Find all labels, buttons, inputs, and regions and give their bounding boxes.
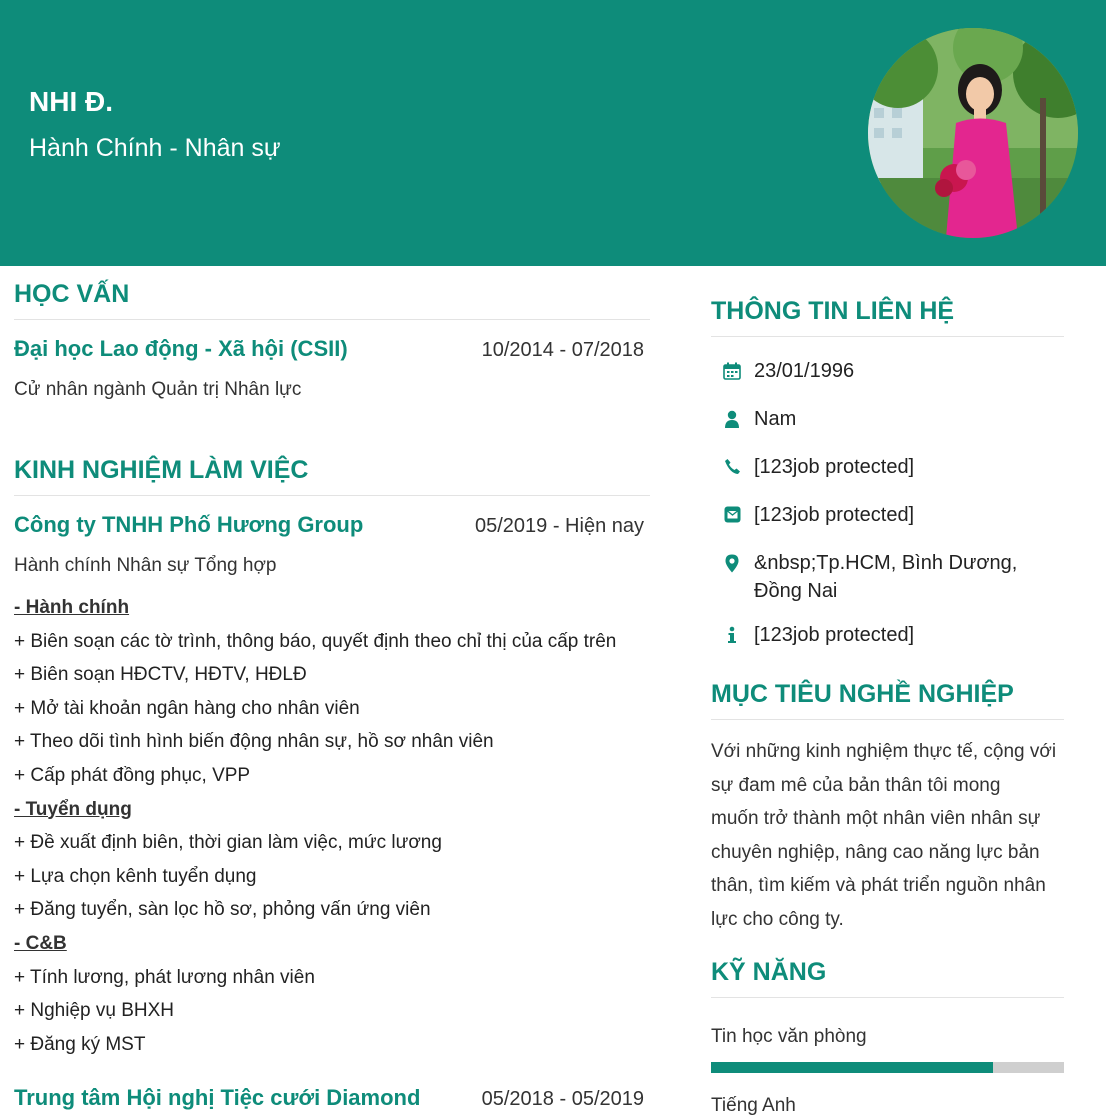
duty-heading: - C&B [14,932,67,954]
candidate-name: NHI Đ. [29,86,113,117]
duty-item: + Lựa chọn kênh tuyển dụng [14,865,257,887]
contact-heading: THÔNG TIN LIÊN HỆ [711,297,1064,337]
contact-section [711,297,1064,649]
duty-item: + Theo dõi tình hình biến động nhân sự, hồ sơ nhân viên [14,731,494,753]
objective-line: muốn trở thành một nhân viên nhân sự [711,808,1041,830]
job-period: 05/2019 - Hiện nay [474,515,644,537]
objective-section [711,680,1064,937]
objective-line: chuyên nghiệp, nâng cao năng lực bản [711,841,1040,863]
left-column [14,266,650,1111]
objective-line: sự đam mê của bản thân tôi mong [711,774,1001,796]
candidate-job-title: Hành Chính - Nhân sự [29,134,281,162]
degree: Cử nhân ngành Quản trị Nhân lực [14,379,302,400]
duty-item: + Đăng ký MST [14,1033,146,1055]
contact-address [711,549,1064,605]
job-period: 05/2018 - 05/2019 [481,1088,644,1111]
contact-info [711,621,1064,649]
info-icon [717,621,747,644]
contact-birthday [711,357,1064,385]
phone-icon [717,453,747,475]
duty-heading: - Hành chính [14,597,130,618]
address-value: &nbsp;Tp.HCM, Bình Dương, Đồng Nai [754,552,1018,602]
job-entry-header [14,512,650,538]
birthday-value: 23/01/1996 [754,360,855,382]
duty-item: + Đề xuất định biên, thời gian làm việc, mức lương [14,832,442,854]
contact-email [711,501,1064,529]
duty-item: + Cấp phát đồng phục, VPP [14,764,251,786]
duty-heading: - Tuyển dụng [14,798,132,820]
phone-value: [123job protected] [754,456,915,478]
objective-line: Với những kinh nghiệm thực tế, cộng với [711,741,1057,762]
contact-gender [711,405,1064,433]
skill-name: Tiếng Anh [711,1094,796,1116]
education-heading: HỌC VẤN [14,280,650,320]
map-marker-icon [717,549,747,573]
profile-photo [868,28,1078,238]
info-value: [123job protected] [754,624,915,646]
gender-value: Nam [754,408,797,430]
education-section [14,280,650,401]
calendar-icon [717,357,747,380]
objective-heading: MỤC TIÊU NGHỀ NGHIỆP [711,680,1064,720]
duty-item: + Mở tài khoản ngân hàng cho nhân viên [14,697,360,719]
job-entry-header [14,1085,650,1111]
duty-item: + Nghiệp vụ BHXH [14,1000,174,1022]
duty-item: + Biên soạn HĐCTV, HĐTV, HĐLĐ [14,664,307,686]
skills-section [711,958,1064,1117]
education-period: 10/2014 - 07/2018 [481,339,644,361]
company-name: Công ty TNHH Phố Hương Group [14,512,364,537]
duty-item: + Đăng tuyển, sàn lọc hồ sơ, phỏng vấn ứng viên [14,899,431,921]
experience-section [14,456,650,1111]
person-icon [717,405,747,428]
company-name: Trung tâm Hội nghị Tiệc cưới Diamond [14,1085,421,1111]
skill-level-fill [711,1062,993,1073]
skill-level-bar [711,1062,1064,1073]
skills-heading: KỸ NĂNG [711,958,1064,998]
duty-item: + Tính lương, phát lương nhân viên [14,966,315,988]
profile-header [0,0,1106,266]
skill-name: Tin học văn phòng [711,1025,867,1047]
contact-phone [711,453,1064,481]
job-role: Hành chính Nhân sự Tổng hợp [14,555,277,576]
objective-text [711,735,1064,937]
email-value: [123job protected] [754,504,915,526]
right-column [711,266,1064,1117]
objective-line: lực cho công ty. [711,908,844,930]
experience-heading: KINH NGHIỆM LÀM VIỆC [14,456,650,496]
duty-item: + Biên soạn các tờ trình, thông báo, quyết định theo chỉ thị của cấp trên [14,630,617,652]
job-description [14,591,650,1061]
education-entry-header [14,336,650,362]
envelope-icon [717,501,747,523]
objective-line: thân, tìm kiếm và phát triển nguồn nhân [711,875,1046,897]
school-name: Đại học Lao động - Xã hội (CSII) [14,336,348,361]
